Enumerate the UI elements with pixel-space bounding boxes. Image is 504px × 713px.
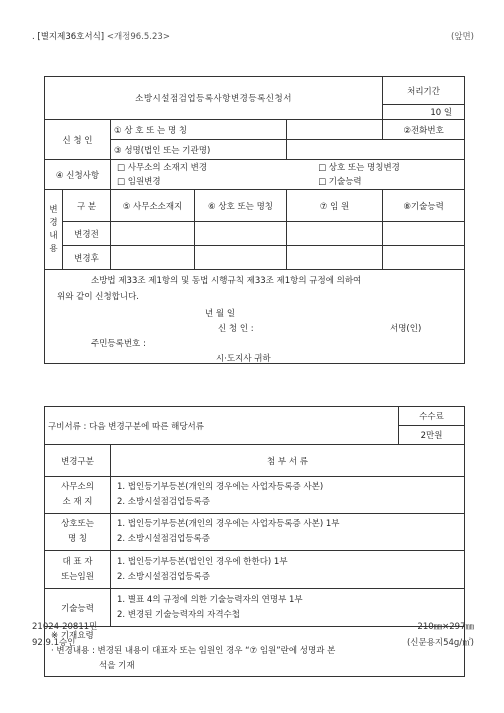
paper-size: 210㎜×297㎜ — [417, 622, 474, 632]
col-business-name: ⑥ 상호 또는 명칭 — [195, 190, 287, 222]
form-code: 21024-20811민 — [32, 622, 98, 632]
category-officers: 대 표 자 또는임원 — [45, 551, 111, 589]
after-office-field[interactable] — [111, 246, 195, 270]
before-name-field[interactable] — [195, 222, 287, 246]
date-line: 년 월 일 — [205, 309, 236, 319]
category-technical-capability: 기술능력 — [45, 589, 111, 627]
writing-guide — [45, 627, 465, 677]
before-officers-field[interactable] — [287, 222, 383, 246]
option-officers[interactable]: □ 임원변경 — [117, 176, 161, 187]
approval-date: 92.9.1승인 — [32, 638, 76, 648]
applicant-sign-label: 신 청 인 : — [218, 324, 254, 334]
writing-guide-line-2: 석을 기재 — [99, 661, 135, 671]
category-office-location: 사무소의 소 재 지 — [45, 477, 111, 514]
form-title: 소방시설점검업등록사항변경등록신청서 — [45, 77, 383, 120]
after-capability-field[interactable] — [383, 246, 465, 270]
page-side-label: (앞면) — [450, 32, 474, 42]
table-row — [45, 551, 465, 589]
writing-guide-line-1: · 변경내용 : 변경된 내용이 대표자 또는 임원인 경우 “⑦ 임원”란에 성명과 본 — [51, 646, 336, 656]
resident-number-label: 주민등록번호 : — [91, 339, 146, 349]
processing-period-value: 10 일 — [383, 105, 465, 120]
recipient-label: 시·도지사 귀하 — [216, 354, 271, 364]
paper-type: (신문용지54g/㎡) — [406, 638, 474, 648]
documents-business-name: 1. 법인등기부등본(개인의 경우에는 사업자등록증 사본) 1부 2. 소방시설점검업등록증 — [111, 514, 465, 551]
declaration-block — [45, 270, 465, 364]
documents-technical-capability: 1. 별표 4의 규정에 의한 기술능력자의 연명부 1부 2. 변경된 기술능력자의 자격수첩 — [111, 589, 465, 627]
documents-officers: 1. 법인등기부등본(법인인 경우에 한한다) 1부 2. 소방시설점검업등록증 — [111, 551, 465, 589]
change-content-side-label: 변 경 내 용 — [45, 190, 63, 270]
option-office-location[interactable]: □ 사무소의 소재지 변경 — [117, 162, 208, 173]
option-business-name[interactable]: □ 상호 또는 명칭변경 — [318, 162, 400, 173]
row-after-change: 변경후 — [63, 246, 111, 270]
form-number: . [별지제36호서식] <개정96.5.23> — [32, 32, 170, 42]
before-capability-field[interactable] — [383, 222, 465, 246]
request-matters-label: ④ 신청사항 — [45, 160, 111, 190]
applicant-name-label: ③ 성명(법인 또는 기관명) — [111, 140, 287, 160]
signature-seal-label[interactable]: 서명(인) — [390, 324, 422, 334]
attached-documents-header: 첨 부 서 류 — [111, 445, 465, 477]
fee-label: 수수료 — [399, 407, 465, 426]
table-row — [45, 514, 465, 551]
col-technical-capability: ⑧기술능력 — [383, 190, 465, 222]
option-technical-capability[interactable]: □ 기술능력 — [318, 176, 362, 187]
amendment-date: <개정96.5.23> — [106, 32, 170, 42]
required-documents-table — [44, 406, 465, 677]
declaration-line-2: 위와 같이 신청합니다. — [57, 292, 140, 302]
after-name-field[interactable] — [195, 246, 287, 270]
before-office-field[interactable] — [111, 222, 195, 246]
applicant-label: 신 청 인 — [45, 120, 111, 160]
writing-guide-title: ※ 기재요령 — [51, 631, 94, 641]
fee-value: 2만원 — [399, 426, 465, 445]
after-officers-field[interactable] — [287, 246, 383, 270]
phone-label: ②전화번호 — [383, 120, 465, 140]
row-before-change: 변경전 — [63, 222, 111, 246]
application-form-table — [44, 76, 465, 364]
request-matters-options — [111, 160, 465, 190]
declaration-line-1: 소방법 제33조 제1항의 및 동법 시행규칙 제33조 제1항의 규정에 의하여 — [91, 276, 362, 286]
category-business-name: 상호또는 명 칭 — [45, 514, 111, 551]
table-row — [45, 477, 465, 514]
processing-period-label: 처리기간 — [383, 77, 465, 105]
business-name-label: ① 상 호 또 는 명 칭 — [111, 120, 287, 140]
category-column-label: 구 분 — [63, 190, 111, 222]
col-office-location: ⑤ 사무소소재지 — [111, 190, 195, 222]
change-category-header: 변경구분 — [45, 445, 111, 477]
documents-office-location: 1. 법인등기부등본(개인의 경우에는 사업자등록증 사본) 2. 소방시설점검업등록증 — [111, 477, 465, 514]
table-row — [45, 589, 465, 627]
documents-label: 구비서류 : 다음 변경구분에 따른 해당서류 — [45, 407, 399, 445]
col-officers: ⑦ 임 원 — [287, 190, 383, 222]
